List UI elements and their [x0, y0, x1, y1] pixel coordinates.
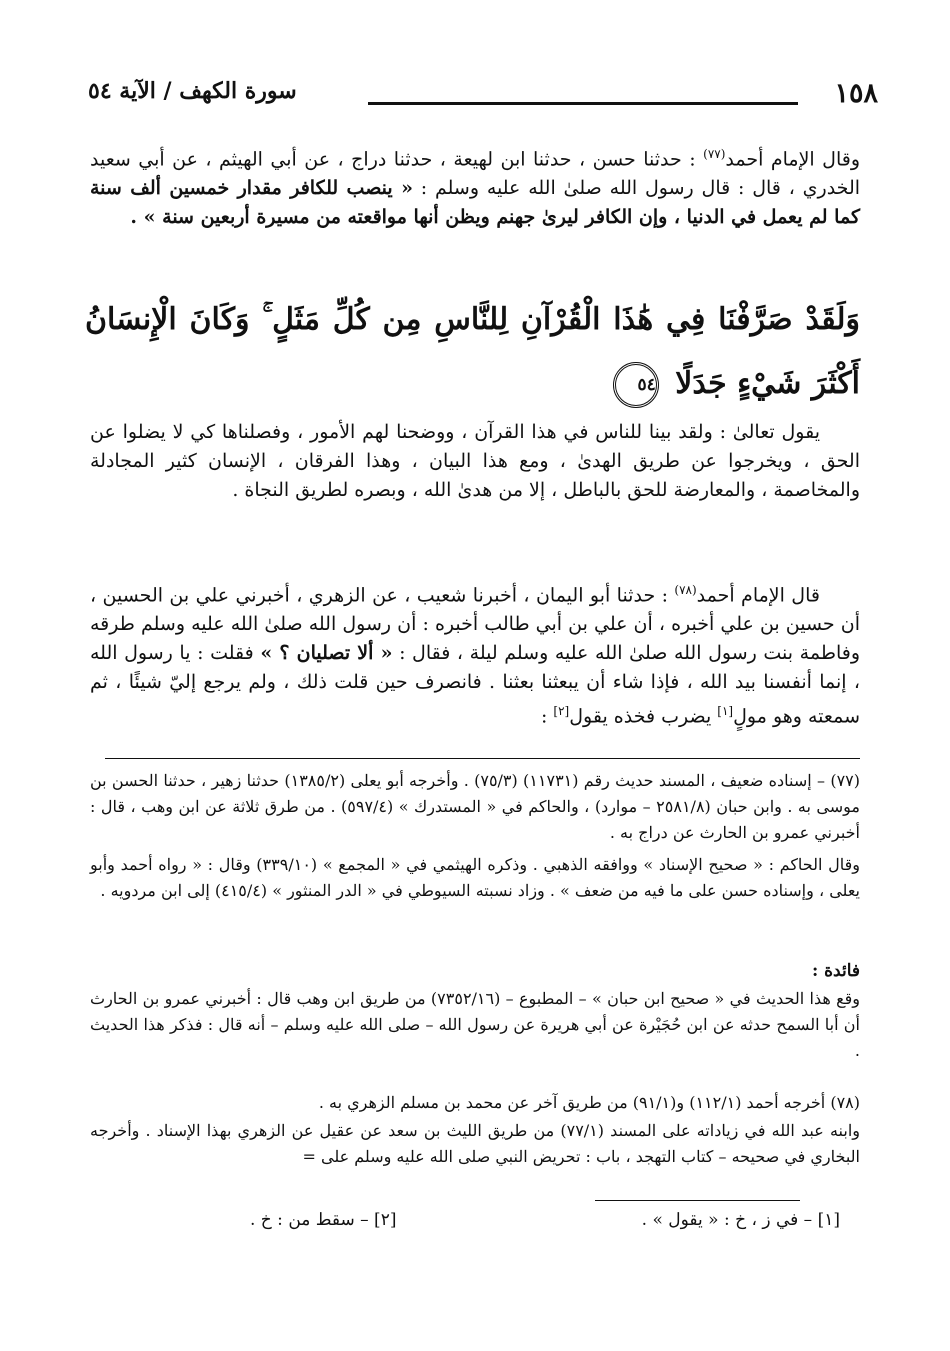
footnote-77-b [90, 852, 860, 904]
hadith2-part1: : حدثنا أبو اليمان ، أخبرنا شعيب ، عن الزهري ، أخبرني علي بن الحسين ، أن حسين بن علي أخبره ، أن علي بن أبي طالب أخبره : أن رسول الله صلىٰ الله عليه وسلم طرقه وفاطمة بنت رسول الله صلىٰ الله عليه وسلم ليلة ، فقال : [90, 584, 860, 665]
note-ref-2[interactable]: [٢] [553, 704, 570, 719]
benefit-text: وقع هذا الحديث في « صحيح ابن حبان » – المطبوع – (٧٣٥٢/١٦) من طريق ابن وهب قال : أخبرني عمرو بن الحارث أن أبا السمح حدثه عن ابن حُجَيْرة عن أبي هريرة عن رسول الله – صلى الله عليه وسلم – أنه قال : فذكر هذا الحديث . [90, 989, 861, 1060]
fn77-text-b: وقال الحاكم : « صحيح الإسناد » ووافقه الذهبي . وذكره الهيثمي في « المجمع » (٣٣٩/١٠) وقال : « رواه أحمد وأبو يعلى ، وإسناده حسن على ما فيه من ضعف » . وزاد نسبته السيوطي في « الدر المنثور » (٤١٥/٤) إلى ابن مردويه . [90, 855, 861, 900]
ayah-number-marker: ٥٤ [613, 362, 659, 408]
hadith2-part2: فقلت : يا رسول الله ، إنما أنفسنا بيد الله ، فإذا شاء أن يبعثنا بعثنا . فانصرف حين قلت ذلك ، ولم يرجع إليّ شيئًا ، ثم سمعته وهو مولٍ [90, 642, 860, 728]
hadith-paragraph-2 [90, 576, 860, 732]
hadith1-chain: : حدثنا حسن ، حدثنا ابن لهيعة ، حدثنا دراج ، عن أبي الهيثم ، عن أبي سعيد الخدري ، قال : قال رسول الله صلىٰ الله عليه وسلم : [90, 148, 861, 200]
tafsir-paragraph [90, 418, 860, 505]
page-number: ١٥٨ [834, 78, 878, 109]
hadith2-quote: « ألا تصليان ؟ » [260, 642, 393, 665]
footnote-ref-77[interactable]: (٧٧) [703, 147, 726, 161]
footnote-78-b [90, 1118, 860, 1170]
surah-reference: سورة الكهف / الآية ٥٤ [88, 78, 297, 104]
footnote-separator [105, 758, 860, 759]
benefit-label-row [90, 958, 860, 984]
benefit-note [90, 986, 860, 1064]
tafsir-text: يقول تعالىٰ : ولقد بينا للناس في هذا القرآن ، ووضحنا لهم الأمور ، وفصلناها كي لا يضلوا عن الحق ، ويخرجوا عن طريق الهدىٰ ، ومع هذا البيان ، وهذا الفرقان ، الإنسان كثير المجادلة والمخاصمة ، والمعارضة للحق بالباطل ، إلا من هدىٰ الله ، وبصره لطريق النجاة . [90, 421, 860, 501]
page-header [88, 78, 878, 118]
footnote-78-a [90, 1090, 860, 1116]
hadith2-intro: قال الإمام أحمد [696, 584, 820, 607]
footnote-77-a [90, 768, 860, 846]
hadith2-part4: : [540, 705, 548, 728]
note-ref-1[interactable]: [١] [717, 704, 734, 719]
hadith1-intro: وقال الإمام أحمد [725, 148, 861, 171]
hadith1-text: « ينصب للكافر مقدار خمسين ألف سنة كما لم يعمل في الدنيا ، وإن الكافر ليرىٰ جهنم ويظن أنها مواقعته من مسيرة أربعين سنة » . [90, 177, 860, 229]
quran-verse [85, 288, 860, 416]
footnote-ref-78[interactable]: (٧٨) [674, 583, 697, 597]
bottom-notes [100, 1210, 840, 1240]
header-rule [368, 102, 798, 105]
bottom-note-1: [١] – في ز ، خ : « يقول » . [641, 1210, 840, 1230]
benefit-label: فائدة : [811, 961, 860, 981]
fn78-text-b: وابنه عبد الله في زياداته على المسند (٧٧/١) من طريق الليث بن سعد عن عقيل عن الزهري بهذا الإسناد . وأخرجه البخاري في صحيحه – كتاب التهجد ، باب : تحريض النبي صلى الله عليه وسلم على = [90, 1121, 860, 1166]
hadith-paragraph-1 [90, 140, 860, 232]
hadith2-part3: يضرب فخذه يقول [569, 705, 712, 728]
bottom-note-2: [٢] – سقط من : خ . [250, 1210, 397, 1230]
fn78-text-a: (٧٨) أخرجه أحمد (١١٢/١) و(٩١/١) من طريق آخر عن محمد بن مسلم الزهري به . [318, 1093, 860, 1112]
verse-text: وَلَقَدْ صَرَّفْنَا فِي هَٰذَا الْقُرْآنِ لِلنَّاسِ مِن كُلِّ مَثَلٍ ۚ وَكَانَ الْإِنسَانُ أَكْثَرَ شَيْءٍ جَدَلًا [85, 302, 860, 401]
bottom-notes-separator [595, 1200, 800, 1201]
fn77-text-a: (٧٧) – إسناده ضعيف ، المسند حديث رقم (١١٧٣١) (٧٥/٣) . وأخرجه أبو يعلى (١٣٨٥/٢) حدثنا زهير ، حدثنا الحسن بن موسى به . وابن حبان (٢٥٨١/٨ – موارد) ، والحاكم في « المستدرك » (٥٩٧/٤) . من طرق ثلاثة عن ابن وهب ، قال : أخبرني عمرو بن الحارث عن دراج به . [90, 771, 861, 842]
